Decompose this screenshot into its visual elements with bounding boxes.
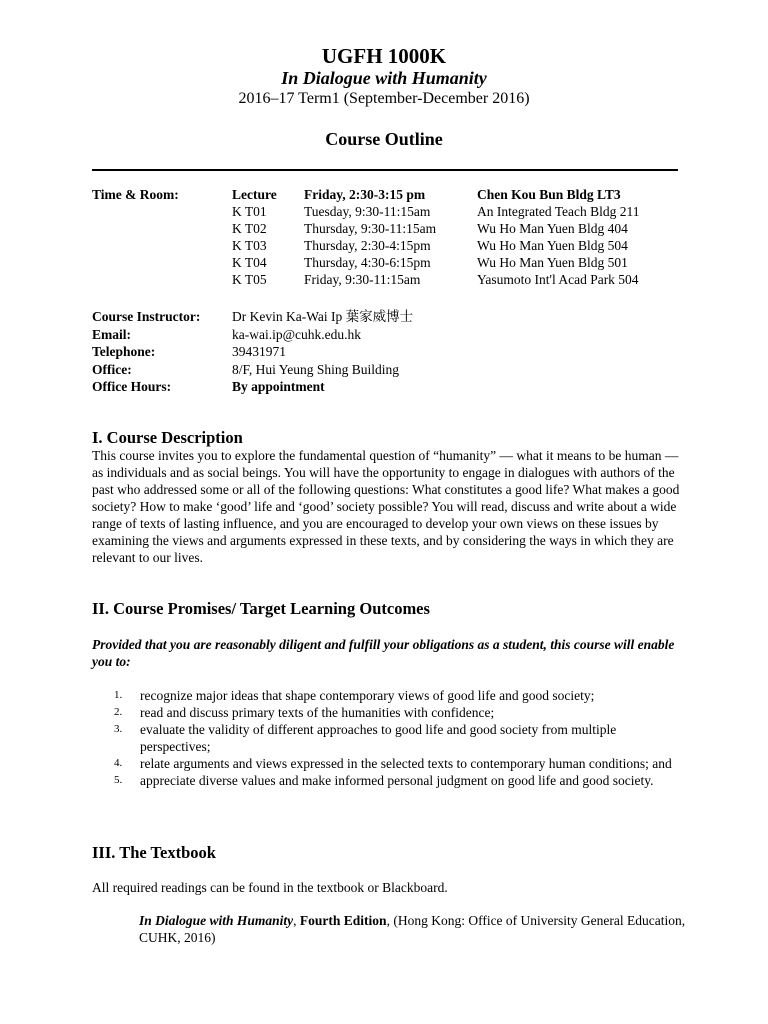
schedule-session: K T04	[232, 255, 267, 270]
course-code: UGFH 1000K	[321, 44, 447, 68]
schedule-room: An Integrated Teach Bldg 211	[477, 204, 640, 219]
section-heading-textbook: III. The Textbook	[92, 843, 216, 862]
section-heading-description: I. Course Description	[92, 428, 243, 447]
book-publisher: , (Hong Kong: Office of University General Education, CUHK, 2016)	[139, 913, 686, 945]
book-edition: Fourth Edition	[299, 913, 387, 928]
schedule-time: Thursday, 9:30-11:15am	[304, 221, 437, 236]
list-item	[92, 704, 682, 721]
list-item	[92, 687, 682, 704]
course-description: This course invites you to explore the fundamental question of “humanity” — what it means to be human — as individuals and as social beings. You will have the opportunity to engage in dialogues with authors of the past who addressed some or all of the following questions: What constitutes a good life? What makes a good society? How to make ‘good’ life and ‘good’ society possible? You will read, discuss and write about a wide range of texts of lasting influence, and you are encouraged to develop your own views on these issues by examining the views and arguments expressed in these texts, and by considering the ways in which they are relevant to our lives.	[92, 448, 680, 565]
list-item	[92, 772, 682, 789]
schedule-time: Thursday, 2:30-4:15pm	[304, 238, 431, 253]
section-heading-outcomes: II. Course Promises/ Target Learning Outcomes	[92, 599, 430, 618]
email-value: ka-wai.ip@cuhk.edu.hk	[232, 326, 362, 342]
schedule-session: K T05	[232, 272, 267, 287]
schedule-room: Wu Ho Man Yuen Bldg 404	[477, 221, 628, 236]
book-title: In Dialogue with Humanity	[139, 913, 294, 928]
schedule-room: Chen Kou Bun Bldg LT3	[477, 187, 621, 202]
instructor-label: Course Instructor:	[92, 309, 201, 324]
office-hours-value: By appointment	[232, 379, 325, 394]
office-value: 8/F, Hui Yeung Shing Building	[232, 361, 399, 377]
schedule-session: Lecture	[232, 187, 277, 202]
list-item-text: relate arguments and views expressed in the selected texts to contemporary human conditions; and	[140, 756, 672, 771]
office-label: Office:	[92, 361, 132, 377]
list-item-text: evaluate the validity of different approaches to good life and good society from multiple perspectives;	[140, 722, 617, 754]
outcomes-list	[92, 687, 682, 789]
list-item-text: appreciate diverse values and make informed personal judgment on good life and good society.	[140, 773, 654, 788]
list-item-number: 3.	[114, 723, 123, 735]
email-label: Email:	[92, 326, 131, 342]
schedule-session: K T01	[232, 204, 267, 219]
list-item-number: 4.	[114, 757, 123, 769]
header-divider	[92, 169, 678, 171]
course-term: 2016–17 Term1 (September-December 2016)	[238, 90, 530, 107]
schedule-time: Friday, 2:30-3:15 pm	[304, 187, 426, 202]
schedule-session: K T03	[232, 238, 267, 253]
list-item	[92, 755, 682, 772]
schedule-session: K T02	[232, 221, 267, 236]
course-title: In Dialogue with Humanity	[281, 68, 487, 88]
schedule-room: Wu Ho Man Yuen Bldg 501	[477, 255, 628, 270]
schedule-time: Friday, 9:30-11:15am	[304, 272, 421, 287]
list-item-number: 5.	[114, 774, 123, 786]
schedule-time: Tuesday, 9:30-11:15am	[304, 204, 431, 219]
instructor-name: Dr Kevin Ka-Wai Ip 葉家威博士	[232, 309, 414, 324]
telephone-value: 39431971	[232, 344, 286, 359]
office-hours-label: Office Hours:	[92, 379, 172, 394]
textbook-note: All required readings can be found in the textbook or Blackboard.	[92, 880, 448, 895]
textbook-citation: In Dialogue with Humanity, Fourth Edition, (Hong Kong: Office of University General Education, CUHK, 2016)	[139, 913, 686, 945]
telephone-label: Telephone:	[92, 344, 156, 359]
list-item	[92, 721, 682, 755]
list-item-number: 2.	[114, 706, 123, 718]
schedule-room: Yasumoto Int'l Acad Park 504	[477, 272, 639, 287]
list-item-text: recognize major ideas that shape contemporary views of good life and good society;	[140, 688, 595, 703]
outline-title: Course Outline	[325, 129, 443, 149]
list-item-number: 1.	[114, 689, 123, 701]
outcomes-intro: Provided that you are reasonably diligent and fulfill your obligations as a student, this course will enable you to:	[92, 637, 675, 669]
schedule-label: Time & Room:	[92, 187, 179, 202]
schedule-time: Thursday, 4:30-6:15pm	[304, 255, 431, 270]
schedule-room: Wu Ho Man Yuen Bldg 504	[477, 238, 628, 253]
list-item-text: read and discuss primary texts of the humanities with confidence;	[140, 705, 495, 720]
